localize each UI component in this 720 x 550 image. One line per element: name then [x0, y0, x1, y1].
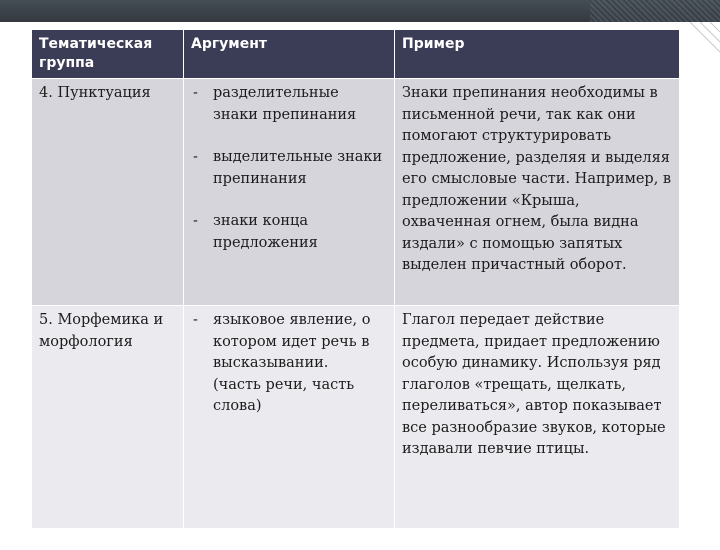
corner-decoration — [680, 22, 720, 62]
table-row — [32, 79, 680, 306]
dash-bullet: - — [193, 312, 198, 328]
header-example: Пример — [395, 30, 680, 79]
cell-group: 5. Морфемика и морфология — [32, 306, 184, 529]
argument-text: знаки конца предложения — [213, 213, 318, 251]
header-argument: Аргумент — [184, 30, 395, 79]
argument-note: (часть речи, часть слова) — [213, 376, 355, 414]
argument-text: языковое явление, о котором идет речь в высказывании. — [213, 312, 371, 371]
argument-item — [191, 147, 387, 190]
dash-bullet: - — [193, 149, 198, 165]
dash-bullet: - — [193, 213, 198, 229]
cell-arguments — [184, 306, 395, 529]
argument-list — [191, 83, 387, 254]
argument-text: выделительные знаки препинания — [213, 149, 383, 187]
argument-table — [31, 29, 680, 529]
argument-text: разделительные знаки препинания — [213, 85, 357, 123]
argument-item — [191, 211, 387, 254]
cell-arguments — [184, 79, 395, 306]
cell-example: Глагол передает действие предмета, придает предложению особую динамику. Используя ряд глаголов «трещать, щелкать, переливаться», автор показывает все разнообразие звуков, которые издавали певчие птицы. — [395, 306, 680, 529]
table-header-row — [32, 30, 680, 79]
argument-list — [191, 310, 387, 375]
slide-top-accent — [590, 0, 720, 22]
dash-bullet: - — [193, 85, 198, 101]
argument-item — [191, 310, 387, 375]
cell-example: Знаки препинания необходимы в письменной речи, так как они помогают структурировать предложение, разделяя и выделяя его смысловые части. Например, в предложении «Крыша, охваченная огнем, была видна издали» с помощью запятых выделен причастный оборот. — [395, 79, 680, 306]
table-row — [32, 306, 680, 529]
header-thematic-group: Тематическая группа — [32, 30, 184, 79]
cell-group: 4. Пунктуация — [32, 79, 184, 306]
argument-item — [191, 83, 387, 126]
